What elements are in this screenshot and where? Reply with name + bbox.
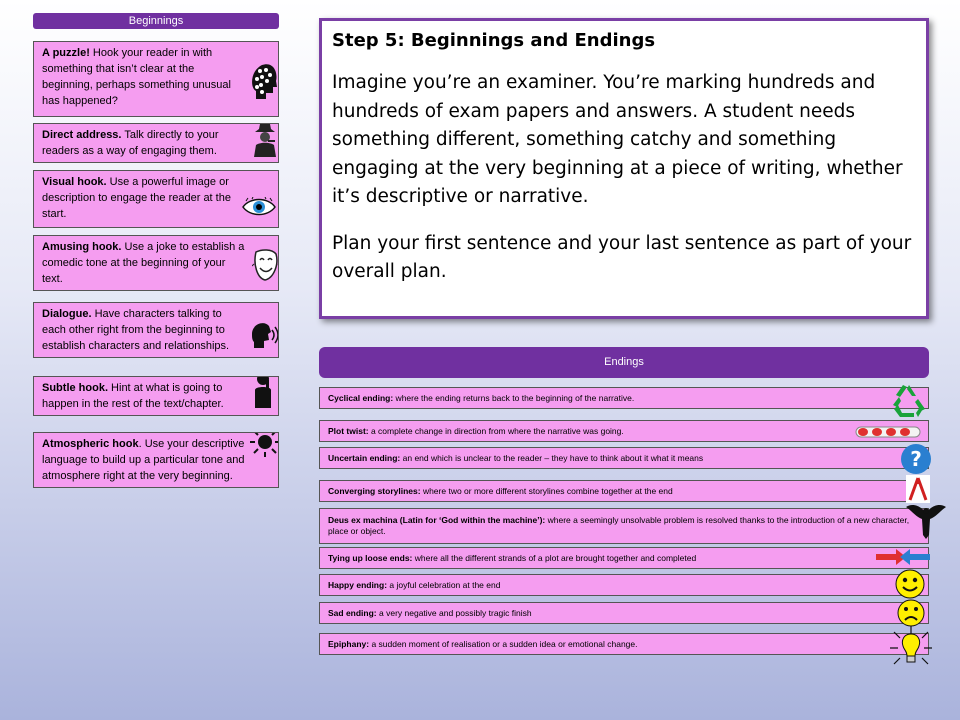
row-desc: an end which is unclear to the reader – they have to think about it what it means bbox=[400, 452, 704, 463]
lightbulb-icon bbox=[884, 624, 938, 676]
step-paragraph-2: Plan your first sentence and your last sentence as part of your overall plan. bbox=[332, 232, 912, 282]
card-desc: Use a joke to establish a comedic tone at the beginning of your text. bbox=[42, 241, 245, 285]
card-desc: Use a powerful image or description to engage the reader at the start. bbox=[42, 176, 231, 220]
row-desc: where two or more different storylines combine together at the end bbox=[420, 485, 673, 496]
winged-figure-icon bbox=[906, 503, 946, 543]
card-desc: Have characters talking to each other right from the beginning to establish characters and relationships. bbox=[42, 308, 230, 352]
card-term: Subtle hook. bbox=[42, 382, 108, 394]
card-term: Direct address. bbox=[42, 129, 122, 141]
row-term: Converging storylines: bbox=[328, 485, 421, 496]
ending-row-uncertain bbox=[319, 447, 929, 469]
svg-text:?: ? bbox=[910, 447, 922, 471]
row-desc: where all the different strands of a plot are brought together and completed bbox=[412, 552, 697, 563]
row-desc: a complete change in direction from where the narrative was going. bbox=[368, 425, 624, 436]
row-desc: where a seemingly unsolvable problem is resolved thanks to the introduction of a new character, place or object. bbox=[328, 515, 910, 536]
sun-icon bbox=[248, 432, 279, 464]
ending-row-plot-twist bbox=[319, 420, 929, 442]
eye-icon bbox=[242, 194, 276, 222]
ending-row-cyclical bbox=[319, 387, 929, 409]
row-term: Deus ex machina (Latin for ‘God within the machine’): bbox=[328, 515, 546, 525]
card-term: Amusing hook. bbox=[42, 241, 122, 253]
row-term: Tying up loose ends: bbox=[328, 552, 413, 563]
twisted-rope-icon bbox=[855, 424, 921, 444]
ending-row-tying-up bbox=[319, 547, 929, 569]
step-title: Step 5: Beginnings and Endings bbox=[332, 30, 656, 51]
step-instructions-box bbox=[319, 18, 929, 319]
card-term: A puzzle! bbox=[42, 47, 90, 59]
row-desc: a very negative and possibly tragic finish bbox=[376, 607, 532, 618]
beginnings-header: Beginnings bbox=[33, 13, 279, 29]
row-term: Sad ending: bbox=[328, 607, 377, 618]
speaking-head-icon bbox=[250, 320, 279, 355]
card-desc: Hook your reader in with something that isn’t clear at the beginning, perhaps something unusual has happened? bbox=[42, 47, 231, 107]
endings-header: Endings bbox=[319, 347, 929, 378]
smiley-face-icon bbox=[895, 569, 925, 603]
row-term: Plot twist: bbox=[328, 425, 369, 436]
beginning-card-puzzle bbox=[33, 41, 279, 117]
beginning-card-visual-hook bbox=[33, 170, 279, 228]
row-term: Cyclical ending: bbox=[328, 392, 394, 403]
beginning-card-atmospheric-hook bbox=[33, 432, 279, 488]
card-desc: . Use your descriptive language to build up a particular tone and atmosphere right at the very beginning. bbox=[42, 438, 245, 482]
ending-row-happy bbox=[319, 574, 929, 596]
ending-row-sad bbox=[319, 602, 929, 624]
head-icon bbox=[248, 61, 278, 106]
row-term: Uncertain ending: bbox=[328, 452, 401, 463]
row-term: Happy ending: bbox=[328, 579, 388, 590]
row-term: Epiphany: bbox=[328, 638, 370, 649]
card-desc: Talk directly to your readers as a way of engaging them. bbox=[42, 129, 219, 157]
row-desc: a sudden moment of realisation or a sudden idea or emotional change. bbox=[369, 638, 638, 649]
step-paragraph-1: Imagine you’re an examiner. You’re marking hundreds and hundreds of exam papers and answers. A student needs something different, something catchy and something engaging at the very beginning at a piece of writing, whether it’s descriptive or narrative. bbox=[332, 72, 903, 207]
whisper-silhouette-icon bbox=[252, 376, 274, 413]
ending-row-deus-ex-machina bbox=[319, 508, 929, 544]
beginning-card-amusing-hook bbox=[33, 235, 279, 291]
card-term: Atmospheric hook bbox=[42, 438, 139, 450]
beginning-card-direct-address bbox=[33, 123, 279, 163]
comedy-mask-icon bbox=[252, 248, 279, 287]
row-desc: where the ending returns back to the beginning of the narrative. bbox=[393, 392, 635, 403]
ending-row-converging bbox=[319, 480, 929, 502]
card-term: Visual hook. bbox=[42, 176, 107, 188]
recycle-icon bbox=[890, 383, 928, 423]
card-desc: Hint at what is going to happen in the rest of the text/chapter. bbox=[42, 382, 224, 410]
ending-row-epiphany bbox=[319, 633, 929, 655]
row-desc: a joyful celebration at the end bbox=[387, 579, 501, 590]
detective-icon bbox=[252, 123, 278, 162]
card-term: Dialogue. bbox=[42, 308, 92, 320]
arrows-meeting-icon bbox=[876, 548, 930, 570]
beginning-card-dialogue bbox=[33, 302, 279, 358]
beginning-card-subtle-hook bbox=[33, 376, 279, 416]
